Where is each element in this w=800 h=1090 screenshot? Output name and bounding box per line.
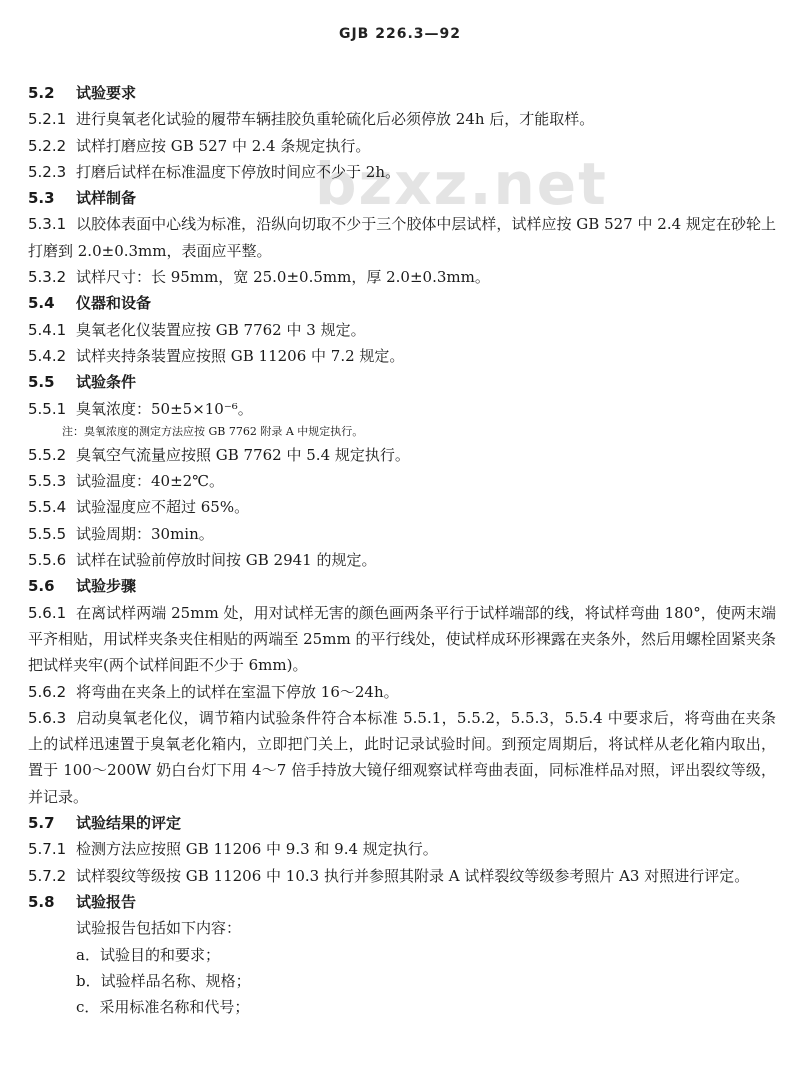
section-5-6-heading — [28, 573, 776, 599]
clause-number: 5.5.2 — [28, 445, 67, 464]
clause-5-3-1 — [28, 211, 776, 264]
clause-5-6-2 — [28, 679, 776, 705]
document-body — [28, 80, 776, 1020]
clause-5-7-2 — [28, 863, 776, 889]
clause-number: 5.6.1 — [28, 603, 67, 622]
clause-text: 在离试样两端 25mm 处，用对试样无害的颜色画两条平行于试样端部的线，将试样弯曲 180°，使两末端平齐相贴，用试样夹条夹住相贴的两端至 25mm 的平行线处，使试样成环形裸露在夹条外，然后用螺栓固紧夹条把试样夹牢(两个试样间距不少于 6mm)。 — [28, 603, 776, 675]
clause-number: 5.3.2 — [28, 268, 67, 287]
section-title: 仪器和设备 — [76, 294, 152, 313]
section-number: 5.6 — [28, 577, 55, 596]
clause-5-5-3 — [28, 468, 776, 494]
section-5-7-heading — [28, 810, 776, 836]
clause-number: 5.4.2 — [28, 346, 67, 365]
clause-5-6-3 — [28, 705, 776, 810]
clause-text: 以胶体表面中心线为标准，沿纵向切取不少于三个胶体中层试样，试样应按 GB 527 中 2.4 规定在砂轮上打磨到 2.0±0.3mm，表面应平整。 — [28, 215, 776, 260]
clause-number: 5.6.3 — [28, 708, 67, 727]
section-number: 5.2 — [28, 84, 55, 102]
section-title: 试验结果的评定 — [76, 814, 182, 833]
clause-text: 臭氧空气流量应按照 GB 7762 中 5.4 规定执行。 — [76, 445, 410, 464]
clause-text: 将弯曲在夹条上的试样在室温下停放 16～24h。 — [76, 682, 399, 701]
clause-number: 5.5.3 — [28, 472, 67, 491]
clause-text: 试样夹持条装置应按照 GB 11206 中 7.2 规定。 — [76, 346, 405, 365]
clause-5-3-2 — [28, 264, 776, 290]
clause-text: 试样尺寸：长 95mm，宽 25.0±0.5mm，厚 2.0±0.3mm。 — [76, 268, 490, 287]
clause-text: 试验湿度应不超过 65%。 — [76, 498, 250, 517]
clause-number: 5.2.2 — [28, 136, 67, 155]
clause-number: 5.7.2 — [28, 866, 67, 885]
clause-number: 5.5.4 — [28, 498, 67, 517]
clause-text: 试样在试验前停放时间按 GB 2941 的规定。 — [76, 551, 377, 570]
note-ozone-measurement: 注：臭氧浓度的测定方法应按 GB 7762 附录 A 中规定执行。 — [62, 424, 364, 438]
clause-text: 臭氧老化仪装置应按 GB 7762 中 3 规定。 — [76, 320, 366, 339]
list-item: a．试验目的和要求； — [76, 945, 220, 964]
report-intro: 试验报告包括如下内容： — [76, 919, 242, 938]
section-5-3-heading — [28, 185, 776, 211]
clause-number: 5.2.3 — [28, 162, 67, 181]
document-header: GJB 226.3—92 — [338, 26, 461, 42]
list-item: b．试验样品名称、规格； — [76, 971, 251, 990]
clause-text: 启动臭氧老化仪，调节箱内试验条件符合本标准 5.5.1，5.5.2，5.5.3，5.5.4 中要求后，将弯曲在夹条上的试样迅速置于臭氧老化箱内，立即把门关上，此时记录试验时间。到预定周期后，将试样从老化箱内取出，置于 100～200W 奶白台灯下用 4～7 倍手持放大镜仔细观察试样弯曲表面，同标准样品对照，评出裂纹等级，并记录。 — [28, 708, 776, 806]
clause-number: 5.3.1 — [28, 215, 67, 234]
clause-text: 试验温度：40±2℃。 — [76, 472, 224, 491]
section-title: 试验条件 — [76, 373, 137, 392]
clause-number: 5.7.1 — [28, 840, 67, 859]
section-number: 5.7 — [28, 814, 55, 833]
clause-number: 5.2.1 — [28, 110, 67, 129]
clause-text: 试样裂纹等级按 GB 11206 中 10.3 执行并参照其附录 A 试样裂纹等级参考照片 A3 对照进行评定。 — [76, 866, 750, 885]
clause-5-2-3 — [28, 159, 776, 185]
clause-5-5-1 — [28, 396, 776, 422]
clause-5-7-1 — [28, 836, 776, 862]
list-item: c．采用标准名称和代号； — [76, 998, 250, 1017]
section-title: 试验要求 — [76, 84, 137, 102]
clause-text: 臭氧浓度：50±5×10⁻⁶。 — [76, 399, 253, 418]
section-title: 试样制备 — [76, 189, 137, 208]
clause-text: 进行臭氧老化试验的履带车辆挂胶负重轮硫化后必须停放 24h 后，才能取样。 — [76, 110, 595, 129]
watermark: bzxz.net — [315, 150, 608, 218]
section-5-4-heading — [28, 290, 776, 316]
clause-number: 5.5.1 — [28, 399, 67, 418]
clause-5-6-1 — [28, 600, 776, 679]
section-title: 试验报告 — [76, 892, 137, 911]
clause-5-4-2 — [28, 343, 776, 369]
clause-5-5-5 — [28, 521, 776, 547]
clause-5-5-6 — [28, 547, 776, 573]
clause-number: 5.6.2 — [28, 682, 67, 701]
clause-text: 试样打磨应按 GB 527 中 2.4 条规定执行。 — [76, 136, 371, 155]
clause-5-2-1 — [28, 106, 776, 132]
section-number: 5.8 — [28, 892, 55, 911]
clause-number: 5.4.1 — [28, 320, 67, 339]
section-title: 试验步骤 — [76, 577, 137, 596]
clause-text: 打磨后试样在标准温度下停放时间应不少于 2h。 — [76, 162, 400, 181]
clause-5-4-1 — [28, 317, 776, 343]
clause-text: 试验周期：30min。 — [76, 524, 214, 543]
clause-text: 检测方法应按照 GB 11206 中 9.3 和 9.4 规定执行。 — [76, 840, 438, 859]
section-number: 5.5 — [28, 373, 55, 392]
clause-5-5-2 — [28, 442, 776, 468]
section-5-5-heading — [28, 369, 776, 395]
clause-5-2-2 — [28, 133, 776, 159]
section-5-8-heading — [28, 889, 776, 915]
clause-number: 5.5.5 — [28, 524, 67, 543]
clause-5-5-4 — [28, 494, 776, 520]
clause-number: 5.5.6 — [28, 551, 67, 570]
section-number: 5.3 — [28, 189, 55, 208]
section-number: 5.4 — [28, 294, 55, 313]
section-5-2-heading — [28, 80, 776, 106]
